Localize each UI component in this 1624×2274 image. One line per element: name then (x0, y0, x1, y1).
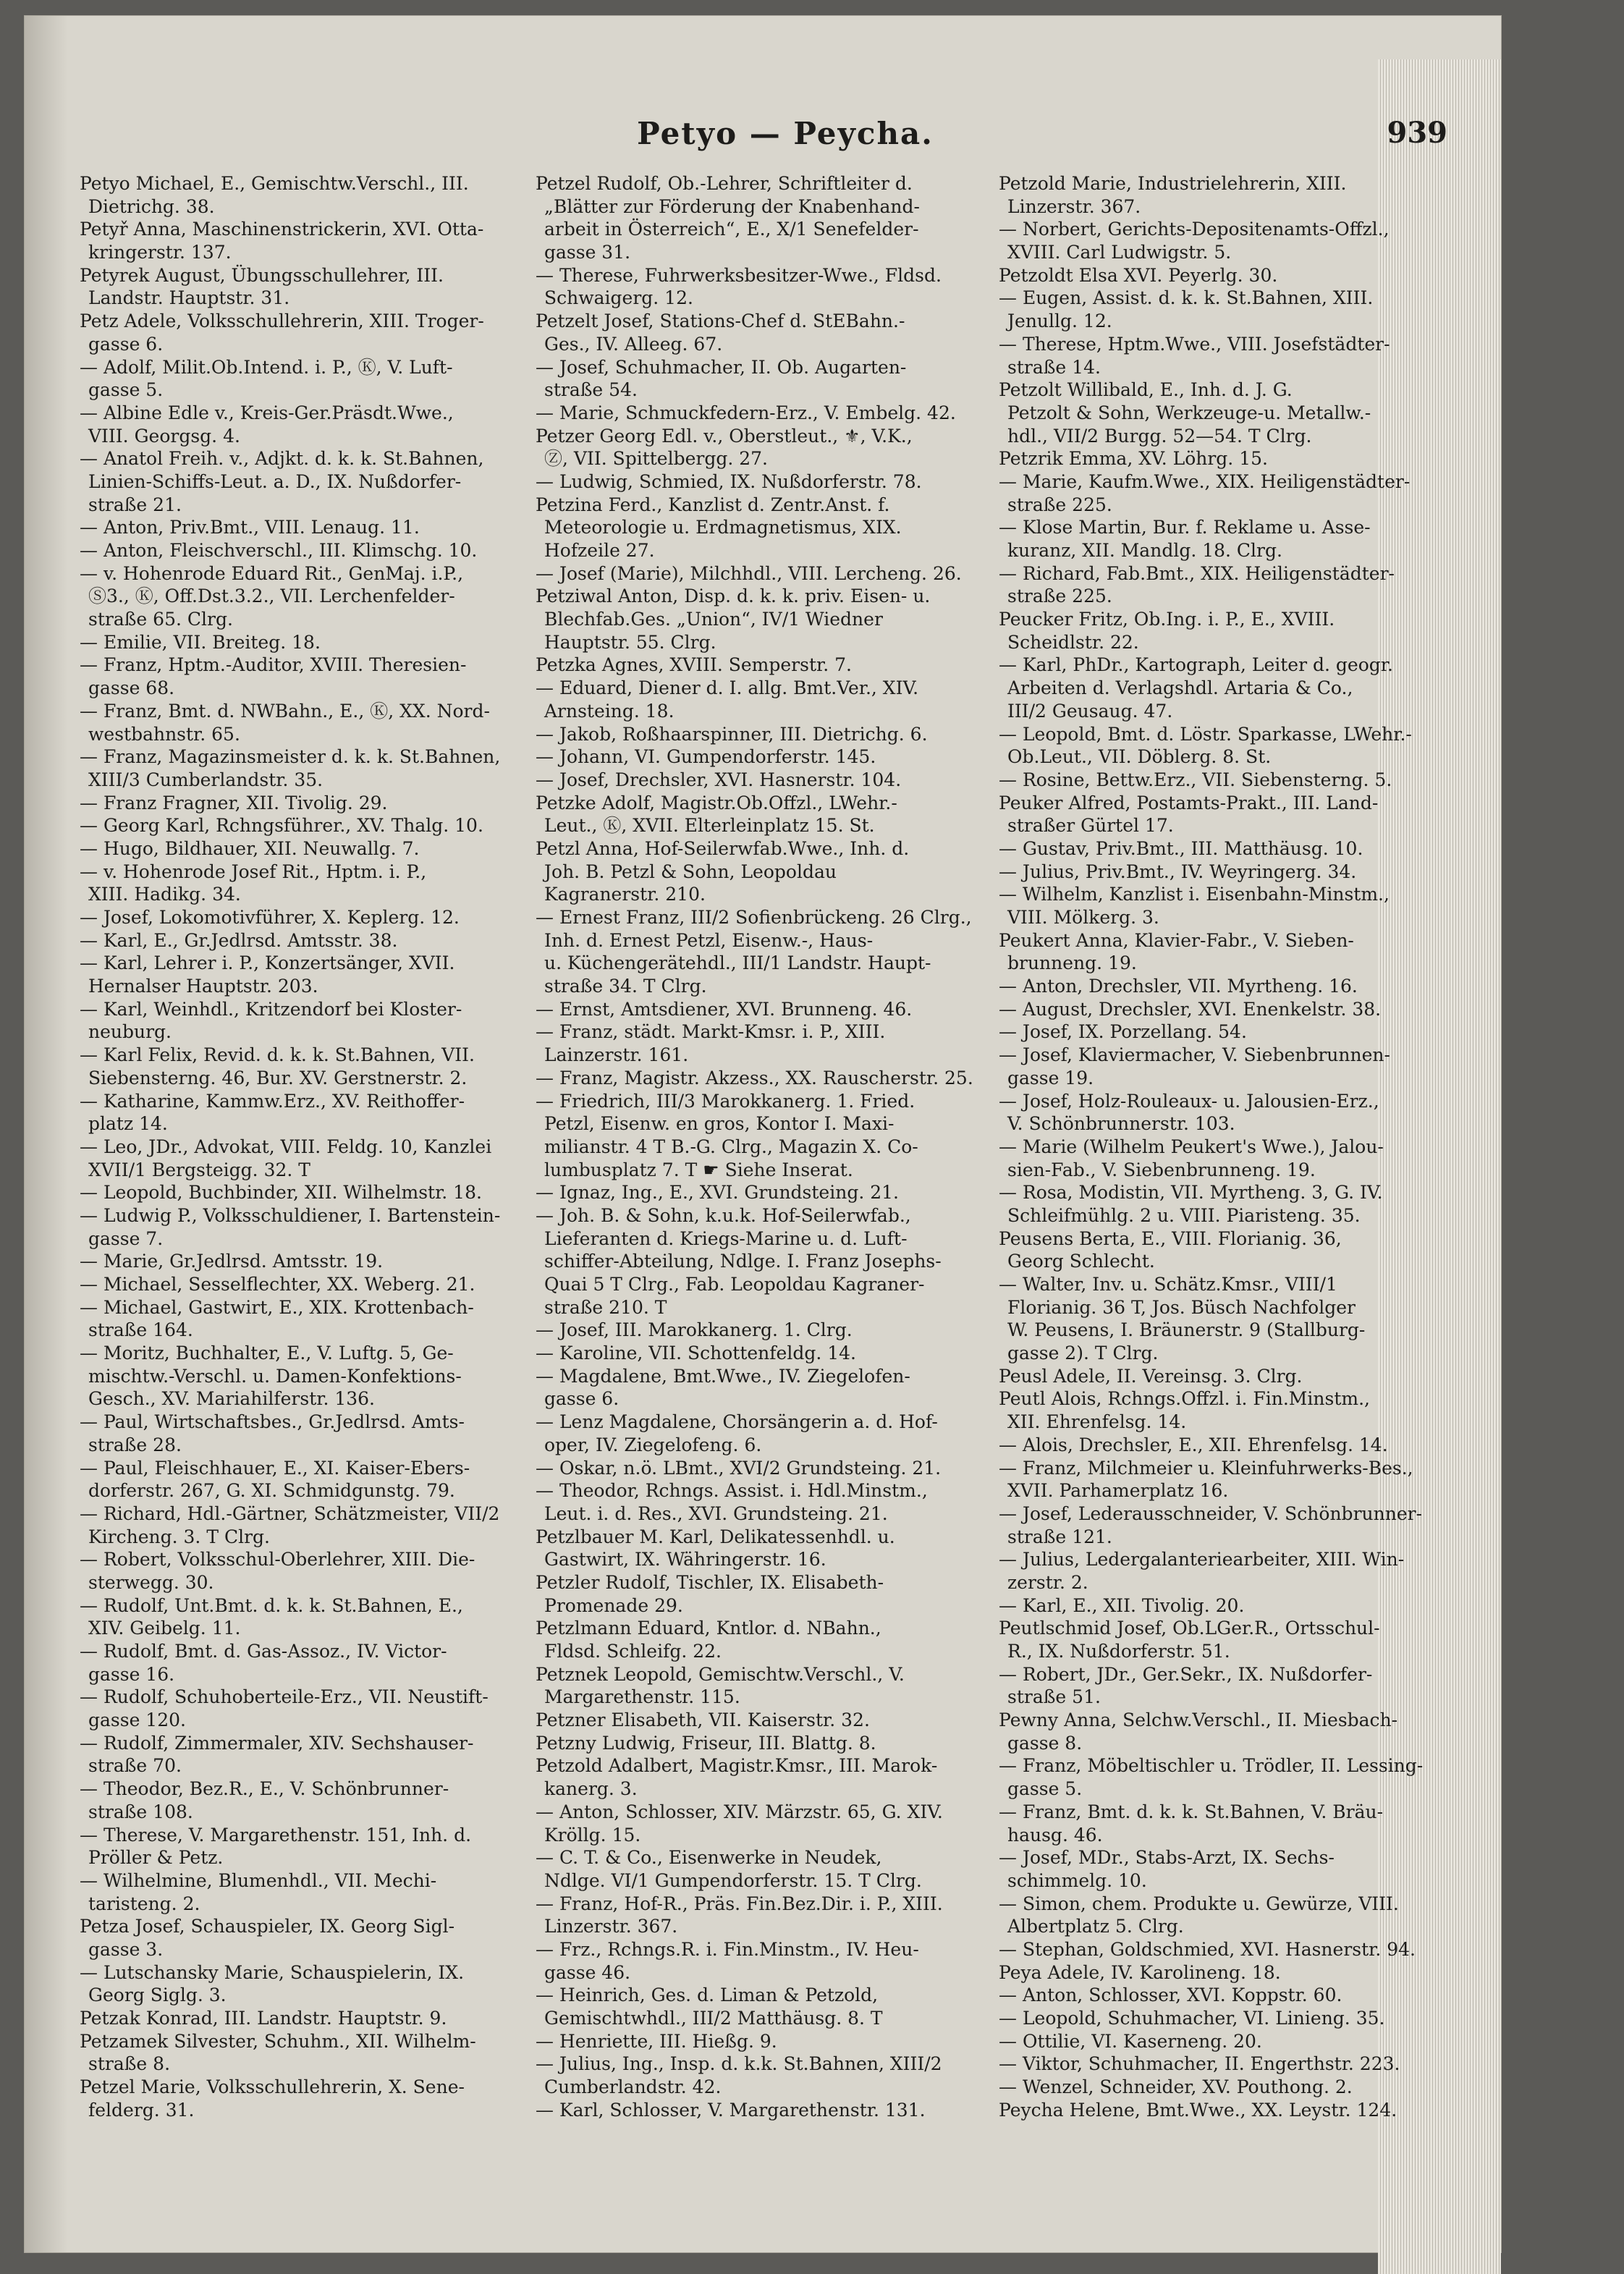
entry-continuation-line: Promenade 29. (544, 1594, 683, 1616)
entry-continuation-line: oper, IV. Ziegelofeng. 6. (544, 1434, 762, 1455)
entry-continuation-line: Georg Schlecht. (1007, 1251, 1155, 1272)
entry-continuation-line: straße 54. (544, 379, 638, 401)
entry-line: — Friedrich, III/3 Marokkanerg. 1. Fried. (536, 1090, 915, 1112)
entry-continuation-line: Ges., IV. Alleeg. 67. (544, 333, 723, 355)
entry-line: Peutlschmid Josef, Ob.LGer.R., Ortsschul- (999, 1618, 1380, 1639)
entry-line: — Walter, Inv. u. Schätz.Kmsr., VIII/1 (999, 1274, 1337, 1295)
entry-continuation-line: straße 225. (1007, 586, 1112, 607)
entry-continuation-line: straße 70. (88, 1755, 182, 1777)
entry-continuation-line: VIII. Georgsg. 4. (88, 425, 240, 447)
entry-line: Petzelt Josef, Stations-Chef d. StEBahn.- (536, 310, 905, 332)
entry-line: — Anton, Fleischverschl., III. Klimschg. 10. (80, 540, 478, 561)
entry-continuation-line: arbeit in Österreich“, E., X/1 Senefelder- (544, 219, 919, 240)
entry-continuation-line: Linzerstr. 367. (1007, 195, 1141, 217)
entry-continuation-line: V. Schönbrunnerstr. 103. (1007, 1113, 1235, 1135)
entry-line: Petzny Ludwig, Friseur, III. Blattg. 8. (536, 1732, 876, 1754)
entry-continuation-line: R., IX. Nußdorferstr. 51. (1007, 1641, 1230, 1662)
entry-line: — Ludwig, Schmied, IX. Nußdorferstr. 78. (536, 470, 922, 492)
entry-line: — Marie, Kaufm.Wwe., XIX. Heiligenstädter- (999, 470, 1411, 492)
entry-line: — Leo, JDr., Advokat, VIII. Feldg. 10, Kanzlei (80, 1136, 492, 1157)
entry-continuation-line: straße 21. (88, 494, 182, 515)
entry-continuation-line: lumbusplatz 7. T ☛ Siehe Inserat. (544, 1159, 853, 1180)
entry-line: Petzlbauer M. Karl, Delikatessenhdl. u. (536, 1526, 895, 1547)
entry-continuation-line: gasse 120. (88, 1709, 186, 1731)
entry-line: — Therese, Hptm.Wwe., VIII. Josefstädter- (999, 333, 1390, 355)
entry-line: — Rosa, Modistin, VII. Myrtheng. 3, G. IV. (999, 1182, 1383, 1204)
entry-continuation-line: Quai 5 T Clrg., Fab. Leopoldau Kagraner- (544, 1274, 925, 1295)
entry-continuation-line: Joh. B. Petzl & Sohn, Leopoldau (544, 861, 837, 882)
entry-continuation-line: straße 14. (1007, 356, 1101, 378)
entry-continuation-line: u. Küchengerätehdl., III/1 Landstr. Haupt- (544, 952, 931, 974)
column-1 (80, 172, 528, 2121)
entry-continuation-line: Leut., Ⓚ, XVII. Elterleinplatz 15. St. (544, 815, 875, 837)
running-title: Petyo — Peycha. (637, 116, 934, 151)
entry-continuation-line: Georg Siglg. 3. (88, 1985, 227, 2006)
entry-line: — Marie, Gr.Jedlrsd. Amtsstr. 19. (80, 1251, 384, 1272)
entry-line: — Oskar, n.ö. LBmt., XVI/2 Grundsteing. 21. (536, 1457, 942, 1479)
entry-continuation-line: XIII/3 Cumberlandstr. 35. (88, 769, 323, 790)
entry-continuation-line: „Blätter zur Förderung der Knabenhand- (544, 195, 920, 217)
entry-line: — Karl Felix, Revid. d. k. k. St.Bahnen, VII. (80, 1044, 475, 1066)
entry-line: — Franz, Bmt. d. k. k. St.Bahnen, V. Bräu- (999, 1801, 1384, 1822)
entry-line: Petzolt Willibald, E., Inh. d. J. G. (999, 379, 1293, 401)
entry-line: — Karl, Lehrer i. P., Konzertsänger, XVII. (80, 952, 455, 974)
column-2 (536, 172, 993, 2121)
entry-line: Peuker Alfred, Postamts-Prakt., III. Land- (999, 792, 1379, 813)
entry-continuation-line: mischtw.-Verschl. u. Damen-Konfektions- (88, 1365, 462, 1387)
entry-line: Petznek Leopold, Gemischtw.Verschl., V. (536, 1663, 905, 1685)
entry-line: — Leopold, Bmt. d. Löstr. Sparkasse, LWehr.- (999, 723, 1412, 745)
entry-line: Petyrek August, Übungsschullehrer, III. (80, 264, 444, 286)
entry-line: — Rosine, Bettw.Erz., VII. Siebensterng. 5. (999, 769, 1392, 790)
entry-line: Petzler Rudolf, Tischler, IX. Elisabeth- (536, 1571, 884, 1593)
entry-continuation-line: Pröller & Petz. (88, 1847, 224, 1869)
entry-continuation-line: Linien-Schiffs-Leut. a. D., IX. Nußdorfer- (88, 470, 462, 492)
page-header (123, 116, 1447, 166)
entry-continuation-line: milianstr. 4 T B.-G. Clrg., Magazin X. Co- (544, 1136, 918, 1157)
entry-line: — Theodor, Bez.R., E., V. Schönbrunner- (80, 1778, 449, 1800)
entry-continuation-line: neuburg. (88, 1021, 172, 1043)
entry-continuation-line: Ob.Leut., VII. Döblerg. 8. St. (1007, 746, 1272, 768)
entry-line: — Klose Martin, Bur. f. Reklame u. Asse- (999, 517, 1371, 538)
entry-line: Peusl Adele, II. Vereinsg. 3. Clrg. (999, 1365, 1303, 1387)
entry-line: Petzrik Emma, XV. Löhrg. 15. (999, 448, 1268, 470)
entry-line: — Josef, IX. Porzellang. 54. (999, 1021, 1247, 1043)
entry-line: — Johann, VI. Gumpendorferstr. 145. (536, 746, 876, 768)
entry-continuation-line: sterwegg. 30. (88, 1571, 214, 1593)
entry-line: — Karl, Schlosser, V. Margarethenstr. 131. (536, 2099, 926, 2121)
entry-continuation-line: Fldsd. Schleifg. 22. (544, 1641, 722, 1662)
entry-line: Peycha Helene, Bmt.Wwe., XX. Leystr. 124. (999, 2099, 1397, 2121)
entry-line: Petyo Michael, E., Gemischtw.Verschl., III. (80, 173, 469, 194)
entry-line: — Eduard, Diener d. I. allg. Bmt.Ver., XIV. (536, 677, 919, 699)
entry-continuation-line: gasse 31. (544, 242, 631, 263)
entry-line: Peucker Fritz, Ob.Ing. i. P., E., XVIII. (999, 609, 1335, 630)
entry-line: — Theodor, Rchngs. Assist. i. Hdl.Minstm., (536, 1480, 928, 1502)
entry-line: Petyř Anna, Maschinenstrickerin, XVI. Otta- (80, 219, 484, 240)
entry-continuation-line: XVIII. Carl Ludwigstr. 5. (1007, 242, 1232, 263)
entry-continuation-line: Schwaigerg. 12. (544, 287, 693, 309)
entry-line: Petzina Ferd., Kanzlist d. Zentr.Anst. f. (536, 494, 890, 515)
entry-line: — Therese, Fuhrwerksbesitzer-Wwe., Fldsd. (536, 264, 942, 286)
entry-line: — Magdalene, Bmt.Wwe., IV. Ziegelofen- (536, 1365, 910, 1387)
entry-line: Peukert Anna, Klavier-Fabr., V. Sieben- (999, 929, 1354, 951)
entry-continuation-line: straße 210. T (544, 1296, 667, 1318)
entry-line: — Robert, JDr., Ger.Sekr., IX. Nußdorfer- (999, 1663, 1373, 1685)
entry-continuation-line: Landstr. Hauptstr. 31. (88, 287, 290, 309)
entry-continuation-line: felderg. 31. (88, 2099, 195, 2121)
entry-line: — Franz Fragner, XII. Tivolig. 29. (80, 792, 388, 813)
entry-continuation-line: Inh. d. Ernest Petzl, Eisenw.-, Haus- (544, 929, 874, 951)
entry-line: — Henriette, III. Hießg. 9. (536, 2030, 777, 2052)
entry-line: Petzel Rudolf, Ob.-Lehrer, Schriftleiter d. (536, 173, 913, 194)
entry-continuation-line: zerstr. 2. (1007, 1571, 1088, 1593)
entry-continuation-line: Margarethenstr. 115. (544, 1686, 740, 1708)
entry-line: — Marie (Wilhelm Peukert's Wwe.), Jalou- (999, 1136, 1384, 1157)
entry-continuation-line: gasse 3. (88, 1938, 164, 1960)
entry-continuation-line: Petzolt & Sohn, Werkzeuge-u. Metallw.- (1007, 402, 1371, 423)
entry-line: — Georg Karl, Rchngsführer., XV. Thalg. 10. (80, 815, 483, 837)
entry-continuation-line: XVII/1 Bergsteigg. 32. T (88, 1159, 310, 1180)
entry-line: Petziwal Anton, Disp. d. k. k. priv. Eisen- u. (536, 586, 931, 607)
entry-continuation-line: straße 65. Clrg. (88, 609, 233, 630)
entry-continuation-line: Gesch., XV. Mariahilferstr. 136. (88, 1388, 375, 1410)
entry-line: — Karl, Weinhdl., Kritzendorf bei Kloster- (80, 998, 462, 1020)
entry-line: — Wenzel, Schneider, XV. Pouthong. 2. (999, 2076, 1353, 2098)
entry-continuation-line: W. Peusens, I. Bräunerstr. 9 (Stallburg- (1007, 1319, 1366, 1341)
entry-continuation-line: Ⓢ3., Ⓚ, Off.Dst.3.2., VII. Lerchenfelder- (88, 586, 455, 607)
entry-continuation-line: straße 34. T Clrg. (544, 976, 707, 997)
entry-continuation-line: straßer Gürtel 17. (1007, 815, 1174, 837)
entry-continuation-line: straße 51. (1007, 1686, 1101, 1708)
entry-continuation-line: Hernalser Hauptstr. 203. (88, 976, 318, 997)
entry-line: — v. Hohenrode Eduard Rit., GenMaj. i.P., (80, 562, 464, 584)
entry-line: — Katharine, Kammw.Erz., XV. Reithoffer- (80, 1090, 465, 1112)
entry-line: — Moritz, Buchhalter, E., V. Luftg. 5, Ge- (80, 1343, 454, 1364)
entry-line: — Richard, Fab.Bmt., XIX. Heiligenstädter- (999, 562, 1395, 584)
entry-continuation-line: gasse 16. (88, 1663, 175, 1685)
entry-continuation-line: straße 121. (1007, 1526, 1112, 1547)
entry-continuation-line: Blechfab.Ges. „Union“, IV/1 Wiedner (544, 609, 883, 630)
entry-line: — Ignaz, Ing., E., XVI. Grundsteing. 21. (536, 1182, 899, 1204)
entry-line: — Karl, PhDr., Kartograph, Leiter d. geogr. (999, 654, 1393, 676)
page-number: 939 (1387, 116, 1447, 150)
entry-line: — Marie, Schmuckfedern-Erz., V. Embelg. 42. (536, 402, 956, 423)
entry-continuation-line: Lieferanten d. Kriegs-Marine u. d. Luft- (544, 1227, 908, 1249)
entry-line: — Anton, Schlosser, XVI. Koppstr. 60. (999, 1985, 1342, 2006)
entry-continuation-line: Meteorologie u. Erdmagnetismus, XIX. (544, 517, 902, 538)
entry-line: Petza Josef, Schauspieler, IX. Georg Sigl- (80, 1916, 455, 1937)
entry-line: — Wilhelm, Kanzlist i. Eisenbahn-Minstm., (999, 884, 1390, 905)
entry-continuation-line: gasse 46. (544, 1961, 631, 1983)
entry-line: — Stephan, Goldschmied, XVI. Hasnerstr. 94. (999, 1938, 1416, 1960)
entry-continuation-line: gasse 6. (544, 1388, 619, 1410)
entry-line: — Lutschansky Marie, Schauspielerin, IX. (80, 1961, 465, 1983)
entry-continuation-line: schimmelg. 10. (1007, 1869, 1147, 1891)
entry-line: — Jakob, Roßhaarspinner, III. Dietrichg. 6. (536, 723, 928, 745)
entry-line: — Julius, Ing., Insp. d. k.k. St.Bahnen, XIII/2 (536, 2053, 942, 2075)
entry-line: — Franz, Milchmeier u. Kleinfuhrwerks-Bes., (999, 1457, 1413, 1479)
entry-line: — Rudolf, Zimmermaler, XIV. Sechshauser- (80, 1732, 474, 1754)
entry-line: — Franz, Hof-R., Präs. Fin.Bez.Dir. i. P., XIII. (536, 1893, 943, 1914)
entry-line: — Josef, Drechsler, XVI. Hasnerstr. 104. (536, 769, 902, 790)
entry-continuation-line: schiffer-Abteilung, Ndlge. I. Franz Josephs- (544, 1251, 942, 1272)
entry-continuation-line: VIII. Mölkerg. 3. (1007, 907, 1159, 928)
entry-line: — Ernest Franz, III/2 Sofienbrückeng. 26 Clrg., (536, 907, 972, 928)
entry-continuation-line: XIII. Hadikg. 34. (88, 884, 241, 905)
entry-line: — Richard, Hdl.-Gärtner, Schätzmeister, VII/2 (80, 1502, 500, 1524)
entry-continuation-line: Gastwirt, IX. Währingerstr. 16. (544, 1549, 826, 1571)
entry-line: — Josef (Marie), Milchhdl., VIII. Lercheng. 26. (536, 562, 962, 584)
entry-line: — Emilie, VII. Breiteg. 18. (80, 631, 321, 653)
entry-continuation-line: kringerstr. 137. (88, 242, 232, 263)
entry-continuation-line: Gemischtwhdl., III/2 Matthäusg. 8. T (544, 2008, 883, 2029)
column-3 (999, 172, 1453, 2121)
entry-line: — Anton, Drechsler, VII. Myrtheng. 16. (999, 976, 1358, 997)
entry-line: Petzke Adolf, Magistr.Ob.Offzl., LWehr.- (536, 792, 897, 813)
entry-line: Petzamek Silvester, Schuhm., XII. Wilhelm- (80, 2030, 476, 2052)
entry-continuation-line: straße 28. (88, 1434, 182, 1455)
entry-line: Petzold Marie, Industrielehrerin, XIII. (999, 173, 1347, 194)
entry-line: — Josef, Schuhmacher, II. Ob. Augarten- (536, 356, 907, 378)
entry-continuation-line: westbahnstr. 65. (88, 723, 240, 745)
entry-line: — Eugen, Assist. d. k. k. St.Bahnen, XIII. (999, 287, 1374, 309)
entry-line: Peya Adele, IV. Karolineng. 18. (999, 1961, 1281, 1983)
entry-line: — v. Hohenrode Josef Rit., Hptm. i. P., (80, 861, 427, 882)
entry-line: — Albine Edle v., Kreis-Ger.Präsdt.Wwe., (80, 402, 454, 423)
entry-line: — Franz, Möbeltischler u. Trödler, II. Lessing- (999, 1755, 1424, 1777)
entry-line: Petzold Adalbert, Magistr.Kmsr., III. Marok- (536, 1755, 938, 1777)
entry-line: — Franz, Magistr. Akzess., XX. Rauscherstr. 25. (536, 1067, 973, 1089)
entry-line: — Paul, Fleischhauer, E., XI. Kaiser-Ebers- (80, 1457, 470, 1479)
entry-line: — Julius, Priv.Bmt., IV. Weyringerg. 34. (999, 861, 1357, 882)
entry-line: — Franz, städt. Markt-Kmsr. i. P., XIII. (536, 1021, 886, 1043)
entry-continuation-line: Lainzerstr. 161. (544, 1044, 689, 1066)
entry-line: — Franz, Bmt. d. NWBahn., E., Ⓚ, XX. Nord- (80, 700, 490, 722)
entry-continuation-line: gasse 5. (88, 379, 164, 401)
entry-line: — Josef, Lederausschneider, V. Schönbrunner- (999, 1502, 1423, 1524)
entry-line: — Michael, Gastwirt, E., XIX. Krottenbach- (80, 1296, 474, 1318)
entry-continuation-line: hausg. 46. (1007, 1824, 1103, 1846)
entry-continuation-line: Petzl, Eisenw. en gros, Kontor I. Maxi- (544, 1113, 895, 1135)
entry-continuation-line: platz 14. (88, 1113, 168, 1135)
entry-continuation-line: XVII. Parhamerplatz 16. (1007, 1480, 1229, 1502)
entry-continuation-line: straße 164. (88, 1319, 193, 1341)
entry-line: — Lenz Magdalene, Chorsängerin a. d. Hof- (536, 1411, 938, 1433)
entry-line: — Joh. B. & Sohn, k.u.k. Hof-Seilerwfab., (536, 1204, 911, 1226)
entry-line: — Ottilie, VI. Kaserneng. 20. (999, 2030, 1262, 2052)
entry-line: — Karl, E., Gr.Jedlrsd. Amtsstr. 38. (80, 929, 398, 951)
entry-line: Petzak Konrad, III. Landstr. Hauptstr. 9. (80, 2008, 447, 2029)
entry-line: Petzer Georg Edl. v., Oberstleut., ⚜, V.K., (536, 425, 913, 447)
entry-continuation-line: Cumberlandstr. 42. (544, 2076, 722, 2098)
entry-continuation-line: dorferstr. 267, G. XI. Schmidgunstg. 79. (88, 1480, 455, 1502)
entry-continuation-line: gasse 8. (1007, 1732, 1083, 1754)
entry-continuation-line: taristeng. 2. (88, 1893, 200, 1914)
entry-continuation-line: straße 8. (88, 2053, 171, 2075)
entry-continuation-line: III/2 Geusaug. 47. (1007, 700, 1173, 722)
entry-line: — Julius, Ledergalanteriearbeiter, XIII. Win- (999, 1549, 1405, 1571)
entry-line: — Wilhelmine, Blumenhdl., VII. Mechi- (80, 1869, 437, 1891)
entry-continuation-line: gasse 6. (88, 333, 164, 355)
entry-continuation-line: Linzerstr. 367. (544, 1916, 678, 1937)
entry-continuation-line: Siebensterng. 46, Bur. XV. Gerstnerstr. 2. (88, 1067, 468, 1089)
entry-continuation-line: gasse 7. (88, 1227, 164, 1249)
entry-line: Peutl Alois, Rchngs.Offzl. i. Fin.Minstm., (999, 1388, 1370, 1410)
entry-continuation-line: gasse 5. (1007, 1778, 1083, 1800)
entry-line: — Heinrich, Ges. d. Liman & Petzold, (536, 1985, 879, 2006)
entry-line: — Rudolf, Schuhoberteile-Erz., VII. Neustift- (80, 1686, 489, 1708)
entry-continuation-line: Arnsteing. 18. (544, 700, 674, 722)
entry-line: Petzl Anna, Hof-Seilerwfab.Wwe., Inh. d. (536, 837, 910, 859)
entry-line: Petzlmann Eduard, Kntlor. d. NBahn., (536, 1618, 881, 1639)
entry-line: Pewny Anna, Selchw.Verschl., II. Miesbach- (999, 1709, 1398, 1731)
entry-line: — C. T. & Co., Eisenwerke in Neudek, (536, 1847, 882, 1869)
entry-line: — Viktor, Schuhmacher, II. Engerthstr. 223. (999, 2053, 1400, 2075)
entry-continuation-line: kuranz, XII. Mandlg. 18. Clrg. (1007, 540, 1282, 561)
entry-line: — Josef, Holz-Rouleaux- u. Jalousien-Erz., (999, 1090, 1379, 1112)
entry-line: — Frz., Rchngs.R. i. Fin.Minstm., IV. Heu- (536, 1938, 919, 1960)
entry-line: — Norbert, Gerichts-Depositenamts-Offzl., (999, 219, 1390, 240)
entry-line: — Rudolf, Unt.Bmt. d. k. k. St.Bahnen, E., (80, 1594, 463, 1616)
entry-continuation-line: gasse 68. (88, 677, 175, 699)
entry-line: — Anton, Schlosser, XIV. Märzstr. 65, G. XIV. (536, 1801, 943, 1822)
entry-continuation-line: Jenullg. 12. (1007, 310, 1112, 332)
entry-continuation-line: Scheidlstr. 22. (1007, 631, 1139, 653)
entry-continuation-line: sien-Fab., V. Siebenbrunneng. 19. (1007, 1159, 1316, 1180)
entry-line: — Simon, chem. Produkte u. Gewürze, VIII. (999, 1893, 1399, 1914)
entry-line: — Franz, Magazinsmeister d. k. k. St.Bahnen, (80, 746, 501, 768)
entry-continuation-line: Leut. i. d. Res., XVI. Grundsteing. 21. (544, 1502, 888, 1524)
entry-line: — Gustav, Priv.Bmt., III. Matthäusg. 10. (999, 837, 1363, 859)
entry-line: — Paul, Wirtschaftsbes., Gr.Jedlrsd. Amts- (80, 1411, 465, 1433)
entry-line: — Hugo, Bildhauer, XII. Neuwallg. 7. (80, 837, 420, 859)
entry-line: Petzoldt Elsa XVI. Peyerlg. 30. (999, 264, 1278, 286)
entry-line: Petzka Agnes, XVIII. Semperstr. 7. (536, 654, 852, 676)
entry-continuation-line: Kröllg. 15. (544, 1824, 641, 1846)
entry-line: — Adolf, Milit.Ob.Intend. i. P., Ⓚ, V. Luft- (80, 356, 453, 378)
entry-line: Peusens Berta, E., VIII. Florianig. 36, (999, 1227, 1342, 1249)
entry-continuation-line: hdl., VII/2 Burgg. 52—54. T Clrg. (1007, 425, 1312, 447)
entry-continuation-line: straße 225. (1007, 494, 1112, 515)
entry-line: — Ludwig P., Volksschuldiener, I. Bartenstein- (80, 1204, 501, 1226)
entry-continuation-line: brunneng. 19. (1007, 952, 1137, 974)
entry-line: — Rudolf, Bmt. d. Gas-Assoz., IV. Victor- (80, 1641, 447, 1662)
entry-continuation-line: gasse 19. (1007, 1067, 1094, 1089)
entry-line: — Leopold, Buchbinder, XII. Wilhelmstr. 18. (80, 1182, 482, 1204)
entry-continuation-line: Kircheng. 3. T Clrg. (88, 1526, 270, 1547)
entry-continuation-line: straße 108. (88, 1801, 193, 1822)
entry-line: — Robert, Volksschul-Oberlehrer, XIII. Die- (80, 1549, 475, 1571)
entry-line: — Karl, E., XII. Tivolig. 20. (999, 1594, 1245, 1616)
entry-line: — Alois, Drechsler, E., XII. Ehrenfelsg. 14. (999, 1434, 1388, 1455)
entry-line: — Therese, V. Margarethenstr. 151, Inh. d. (80, 1824, 472, 1846)
entry-continuation-line: Hofzeile 27. (544, 540, 655, 561)
entry-continuation-line: Ⓩ, VII. Spittelbergg. 27. (544, 448, 769, 470)
entry-line: — August, Drechsler, XVI. Enenkelstr. 38. (999, 998, 1382, 1020)
entry-continuation-line: XII. Ehrenfelsg. 14. (1007, 1411, 1187, 1433)
entry-line: — Josef, III. Marokkanerg. 1. Clrg. (536, 1319, 853, 1341)
entry-continuation-line: Kagranerstr. 210. (544, 884, 706, 905)
entry-line: — Michael, Sesselflechter, XX. Weberg. 21. (80, 1274, 475, 1295)
entry-continuation-line: Dietrichg. 38. (88, 195, 215, 217)
entry-line: — Anatol Freih. v., Adjkt. d. k. k. St.Bahnen, (80, 448, 484, 470)
entry-line: Petz Adele, Volksschullehrerin, XIII. Troger- (80, 310, 484, 332)
entry-continuation-line: Florianig. 36 T, Jos. Büsch Nachfolger (1007, 1296, 1356, 1318)
entry-continuation-line: kanerg. 3. (544, 1778, 638, 1800)
entry-line: — Karoline, VII. Schottenfeldg. 14. (536, 1343, 856, 1364)
entry-line: Petzner Elisabeth, VII. Kaiserstr. 32. (536, 1709, 870, 1731)
entry-line: — Ernst, Amtsdiener, XVI. Brunneng. 46. (536, 998, 913, 1020)
entry-continuation-line: gasse 2). T Clrg. (1007, 1343, 1159, 1364)
entry-line: — Josef, MDr., Stabs-Arzt, IX. Sechs- (999, 1847, 1335, 1869)
entry-line: — Josef, Klaviermacher, V. Siebenbrunnen- (999, 1044, 1390, 1066)
entry-continuation-line: Ndlge. VI/1 Gumpendorferstr. 15. T Clrg. (544, 1869, 922, 1891)
entry-line: — Franz, Hptm.-Auditor, XVIII. Theresien- (80, 654, 467, 676)
entry-continuation-line: XIV. Geibelg. 11. (88, 1618, 241, 1639)
entry-continuation-line: Albertplatz 5. Clrg. (1007, 1916, 1184, 1937)
entry-line: — Leopold, Schuhmacher, VI. Linieng. 35. (999, 2008, 1385, 2029)
entry-continuation-line: Arbeiten d. Verlagshdl. Artaria & Co., (1007, 677, 1353, 699)
entry-line: Petzel Marie, Volksschullehrerin, X. Sene- (80, 2076, 465, 2098)
entry-continuation-line: Hauptstr. 55. Clrg. (544, 631, 716, 653)
entry-continuation-line: Schleifmühlg. 2 u. VIII. Piaristeng. 35. (1007, 1204, 1361, 1226)
entry-line: — Anton, Priv.Bmt., VIII. Lenaug. 11. (80, 517, 420, 538)
entry-line: — Josef, Lokomotivführer, X. Keplerg. 12. (80, 907, 460, 928)
